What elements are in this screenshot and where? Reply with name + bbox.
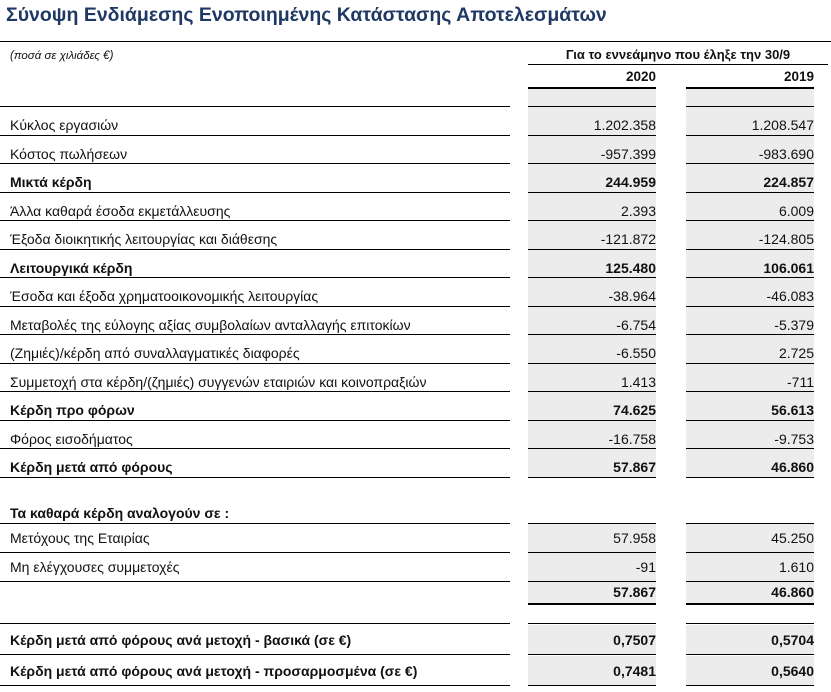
period-divider	[528, 64, 828, 65]
value-2020: 2.393	[620, 202, 656, 219]
row-divider	[0, 420, 510, 421]
value-2019: -5.379	[774, 316, 814, 333]
row-divider	[0, 192, 510, 193]
value-2020: 57.867	[613, 459, 656, 475]
title-divider	[0, 41, 831, 42]
row-divider	[528, 477, 656, 478]
row-label: Μικτά κέρδη	[10, 174, 92, 190]
row-divider	[528, 685, 656, 686]
eps-label: Κέρδη μετά από φόρους ανά μετοχή - προσαρμοσμένα (σε €)	[10, 663, 418, 679]
value-2019: 1.208.547	[751, 117, 814, 133]
row-label: Μη ελέγχουσες συμμετοχές	[10, 559, 180, 575]
value-2020: 74.625	[613, 402, 656, 418]
row-divider	[0, 552, 510, 553]
value-2020: 125.480	[605, 259, 656, 276]
row-label: Λειτουργικά κέρδη	[10, 259, 133, 276]
row-divider	[0, 523, 510, 524]
total-rule	[686, 603, 814, 605]
year-header-2020: 2020	[625, 69, 656, 84]
row-label: Μεταβολές της εύλογης αξίας συμβολαίων ανταλλαγής επιτοκίων	[10, 316, 411, 333]
row-divider	[0, 334, 510, 335]
row-label: Κέρδη προ φόρων	[10, 402, 135, 418]
row-label: Μετόχους της Εταιρίας	[10, 530, 150, 546]
value-2020: 1.202.358	[593, 117, 656, 133]
row-label: Φόρος εισοδήματος	[10, 430, 133, 447]
value-2020: -91	[635, 559, 656, 575]
value-2020: 1.413	[620, 373, 656, 390]
attributable-heading: Τα καθαρά κέρδη αναλογούν σε :	[10, 505, 230, 521]
value-2019: 46.860	[771, 459, 814, 475]
value-2019: -124.805	[758, 231, 814, 247]
value-2020: -16.758	[608, 430, 656, 447]
row-divider	[0, 581, 510, 582]
row-divider	[0, 163, 510, 164]
column-shade-2019	[686, 89, 814, 106]
value-2020: -957.399	[600, 145, 656, 162]
row-divider	[0, 277, 510, 278]
value-2020: -121.872	[600, 231, 656, 247]
row-divider	[686, 477, 814, 478]
value-2019: -711	[787, 373, 814, 390]
row-divider	[0, 306, 510, 307]
value-2019: -983.690	[758, 145, 814, 162]
value-2020: 57.958	[613, 530, 656, 546]
row-divider	[0, 448, 510, 449]
row-divider	[0, 249, 510, 250]
value-2019: 2.725	[778, 345, 814, 361]
row-divider	[528, 654, 656, 655]
value-2020: -38.964	[608, 288, 656, 304]
value-2019: -9.753	[774, 430, 814, 447]
value-2019: 45.250	[771, 530, 814, 546]
row-divider	[686, 685, 814, 686]
row-divider	[0, 685, 510, 686]
page-title: Σύνοψη Ενδιάμεσης Ενοποιημένης Κατάστασης Αποτελεσμάτων	[6, 4, 607, 26]
value-2019: 224.857	[763, 174, 814, 190]
row-label: Έξοδα διοικητικής λειτουργίας και διάθεσης	[10, 231, 278, 247]
row-divider	[686, 623, 814, 624]
year-header-2019: 2019	[783, 69, 814, 84]
eps-label: Κέρδη μετά από φόρους ανά μετοχή - βασικά (σε €)	[10, 632, 352, 648]
attributable-total-2019: 46.860	[771, 584, 814, 600]
row-label: Άλλα καθαρά έσοδα εκμετάλλευσης	[10, 202, 231, 219]
row-divider	[686, 654, 814, 655]
value-2019: 56.613	[771, 402, 814, 418]
column-shade-2020	[528, 89, 656, 106]
unit-note: (ποσά σε χιλιάδες €)	[10, 50, 114, 62]
eps-value-2019: 0,5640	[771, 663, 814, 679]
value-2020: -6.550	[616, 345, 656, 361]
value-2019: 106.061	[763, 259, 814, 276]
value-2019: -46.083	[766, 288, 814, 304]
row-divider	[0, 623, 510, 624]
row-divider	[0, 363, 510, 364]
eps-value-2019: 0,5704	[771, 632, 814, 648]
row-divider	[0, 477, 510, 478]
eps-value-2020: 0,7507	[613, 632, 656, 648]
row-divider	[0, 391, 510, 392]
row-label: Κύκλος εργασιών	[10, 117, 119, 133]
row-label: Έσοδα και έξοδα χρηματοοικονομικής λειτουργίας	[10, 288, 319, 304]
row-divider	[0, 220, 510, 221]
value-2020: 244.959	[605, 174, 656, 190]
total-rule	[528, 603, 656, 605]
row-divider	[0, 654, 510, 655]
row-label: Κέρδη μετά από φόρους	[10, 459, 173, 475]
row-divider	[0, 106, 510, 107]
eps-value-2020: 0,7481	[613, 663, 656, 679]
row-divider	[0, 135, 510, 136]
value-2019: 1.610	[778, 559, 814, 575]
value-2020: -6.754	[616, 316, 656, 333]
row-label: (Ζημιές)/κέρδη από συναλλαγματικές διαφορές	[10, 345, 300, 361]
row-label: Συμμετοχή στα κέρδη/(ζημιές) συγγενών εταιριών και κοινοπραξιών	[10, 373, 427, 390]
row-divider	[528, 623, 656, 624]
value-2019: 6.009	[778, 202, 814, 219]
attributable-total-2020: 57.867	[613, 584, 656, 600]
period-header: Για το εννεάμηνο που έληξε την 30/9	[565, 47, 791, 62]
row-label: Κόστος πωλήσεων	[10, 145, 128, 162]
